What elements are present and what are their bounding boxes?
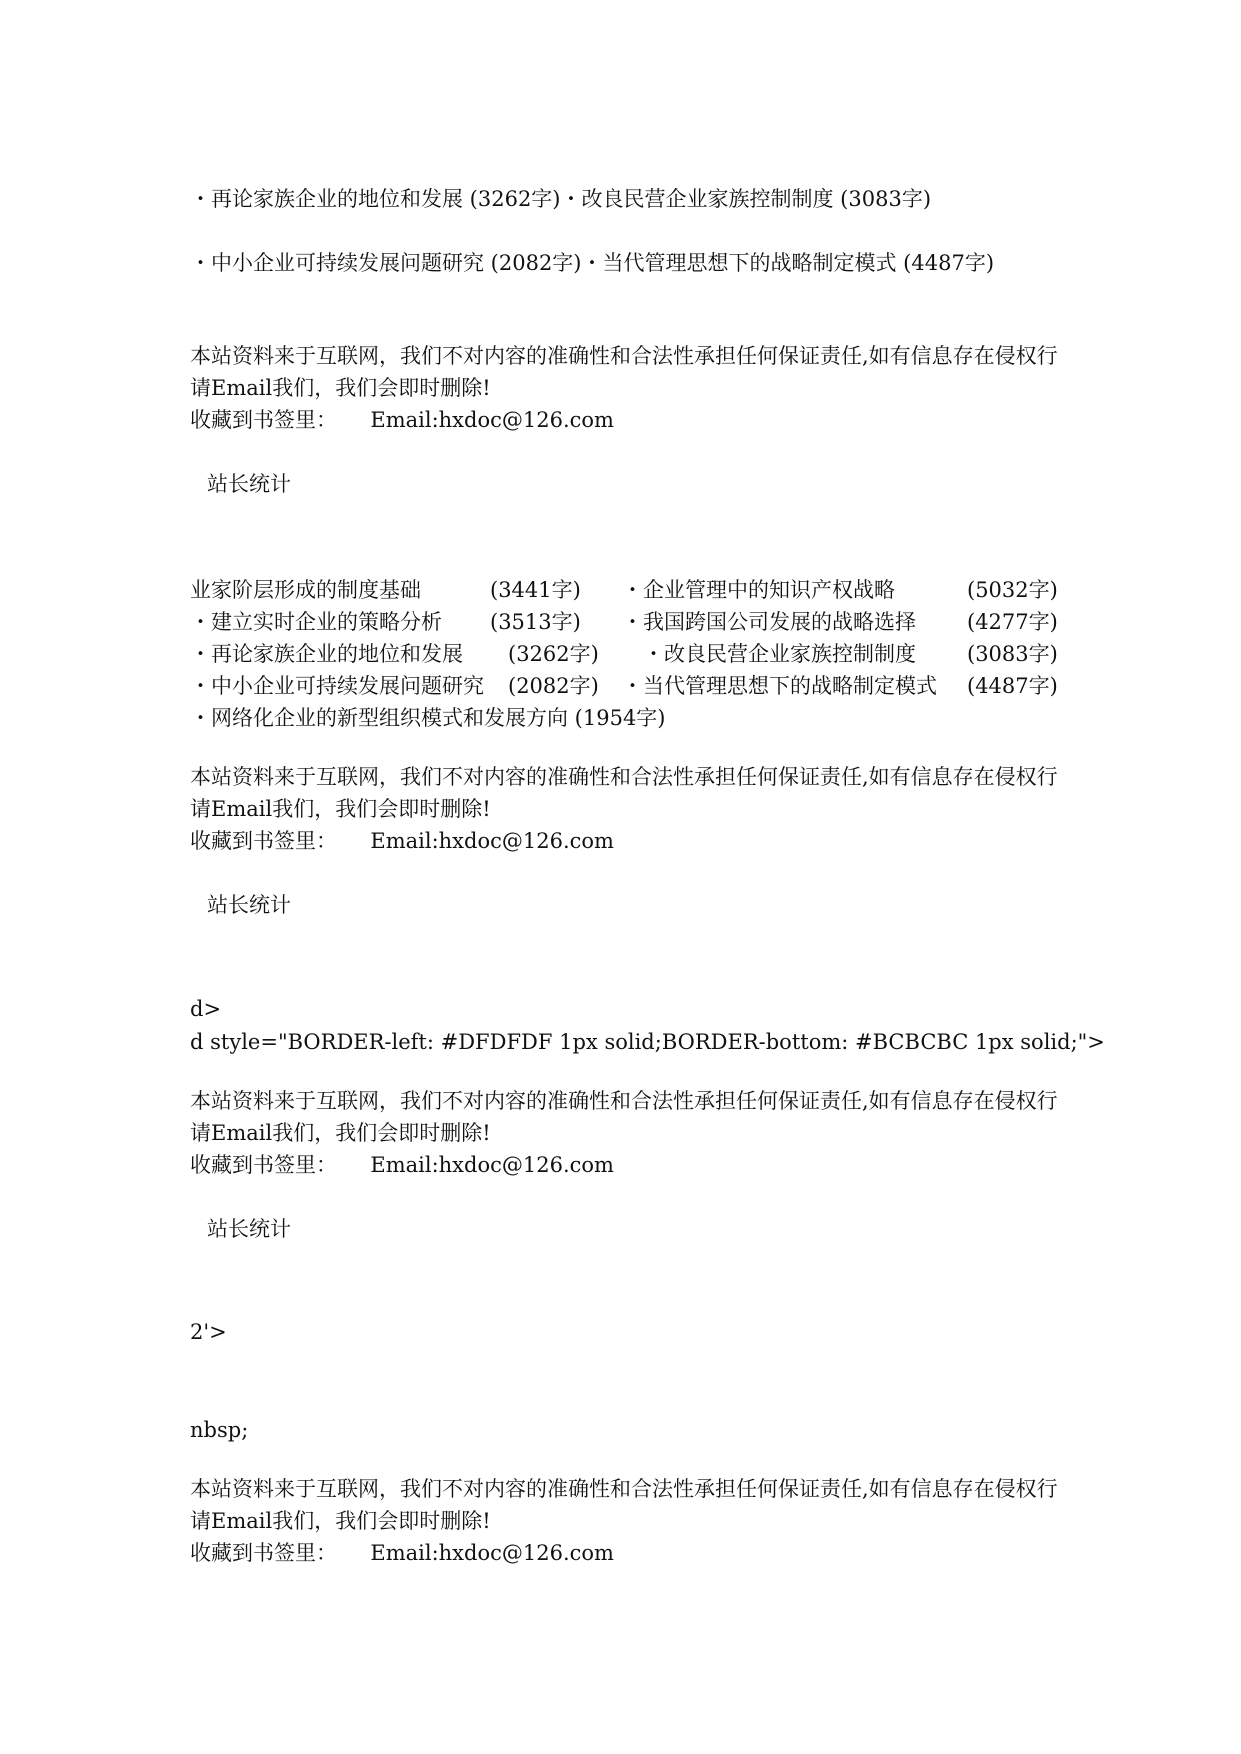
notice-text-2: 本站资料来于互联网，我们不对内容的准确性和合法性承担任何保证责任,如有信息存在侵权行请Email我们，我们会即时删除! [190,765,1058,821]
grid-right-title[interactable]: ・改良民营企业家族控制制度 [643,642,916,666]
bookmark-row-3 [190,1149,614,1181]
email-link[interactable]: Email:hxdoc@126.com [370,829,614,853]
code-fragment-nbsp: nbsp; [190,1418,249,1442]
grid-right-title[interactable]: ・企业管理中的知识产权战略 [622,578,895,602]
bookmark-label[interactable]: 收藏到书签里： [190,1153,337,1177]
bookmark-row-1 [190,404,614,436]
grid-row [190,574,1070,606]
grid-right-count: (3083字) [967,642,1058,666]
bookmark-row-2 [190,825,614,857]
notice-text-1: 本站资料来于互联网，我们不对内容的准确性和合法性承担任何保证责任,如有信息存在侵权行请Email我们，我们会即时删除! [190,344,1058,400]
email-link[interactable]: Email:hxdoc@126.com [370,1541,614,1565]
grid-left-title[interactable]: ・再论家族企业的地位和发展 [190,642,463,666]
grid-left-title[interactable]: 业家阶层形成的制度基础 [190,578,421,602]
code-fragment-d-close: d> [190,997,222,1021]
grid-right-title[interactable]: ・当代管理思想下的战略制定模式 [622,674,937,698]
grid-row [190,638,1070,670]
article-grid [190,574,1070,734]
grid-right-count: (5032字) [967,578,1058,602]
grid-left-count: (3513字) [490,610,581,634]
grid-left-count: (3441字) [490,578,581,602]
code-fragment-two-close: 2'> [190,1320,227,1344]
top-link-line-1[interactable]: ・再论家族企业的地位和发展 (3262字)・改良民营企业家族控制制度 (3083字) [190,187,932,211]
stats-link-3[interactable]: 站长统计 [207,1217,291,1241]
top-link-line-2[interactable]: ・中小企业可持续发展问题研究 (2082字)・当代管理思想下的战略制定模式 (4487字) [190,251,995,275]
grid-right-count: (4277字) [967,610,1058,634]
code-fragment-d-style: d style="BORDER-left: #DFDFDF 1px solid;BORDER-bottom: #BCBCBC 1px solid;"> [190,1030,1105,1054]
bookmark-label[interactable]: 收藏到书签里： [190,1541,337,1565]
notice-text-4: 本站资料来于互联网，我们不对内容的准确性和合法性承担任何保证责任,如有信息存在侵权行请Email我们，我们会即时删除! [190,1477,1058,1533]
grid-row [190,670,1070,702]
grid-left-title[interactable]: ・中小企业可持续发展问题研究 [190,674,484,698]
grid-right-count: (4487字) [967,674,1058,698]
stats-link-2[interactable]: 站长统计 [207,893,291,917]
grid-left-count: (2082字) [508,674,599,698]
stats-link-1[interactable]: 站长统计 [207,472,291,496]
notice-text-3: 本站资料来于互联网，我们不对内容的准确性和合法性承担任何保证责任,如有信息存在侵权行请Email我们，我们会即时删除! [190,1089,1058,1145]
grid-last-link[interactable]: ・网络化企业的新型组织模式和发展方向 (1954字) [190,706,666,730]
grid-right-title[interactable]: ・我国跨国公司发展的战略选择 [622,610,916,634]
bookmark-label[interactable]: 收藏到书签里： [190,408,337,432]
bookmark-row-4 [190,1537,614,1569]
grid-row-last [190,702,1070,734]
grid-row [190,606,1070,638]
bookmark-label[interactable]: 收藏到书签里： [190,829,337,853]
grid-left-title[interactable]: ・建立实时企业的策略分析 [190,610,442,634]
grid-left-count: (3262字) [508,642,599,666]
email-link[interactable]: Email:hxdoc@126.com [370,408,614,432]
email-link[interactable]: Email:hxdoc@126.com [370,1153,614,1177]
